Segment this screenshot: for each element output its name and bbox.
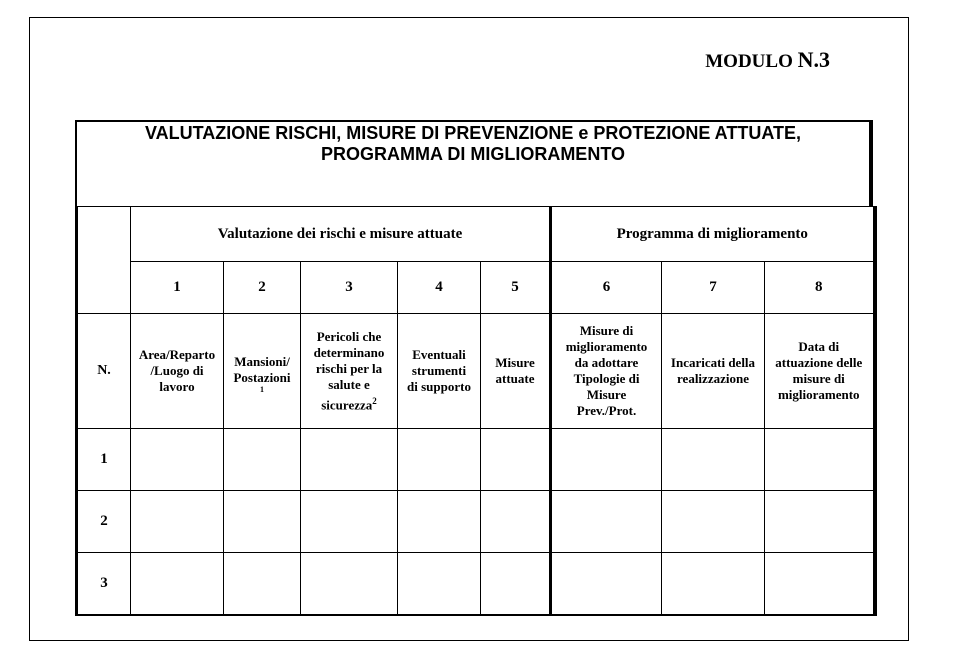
table-cell[interactable]: [481, 491, 551, 553]
footnote-1: 1: [260, 385, 264, 394]
table-cell[interactable]: [551, 429, 662, 491]
table-cell[interactable]: [398, 491, 481, 553]
col-number-2: 2: [224, 262, 301, 314]
form-title-line-2: PROGRAMMA DI MIGLIORAMENTO: [321, 144, 625, 164]
table-cell[interactable]: [765, 553, 875, 615]
row-number-1: 1: [77, 429, 131, 491]
row-number-3: 3: [77, 553, 131, 615]
risk-table: [75, 206, 877, 616]
module-label: MODULO N.3: [705, 47, 830, 72]
table-cell[interactable]: [131, 491, 224, 553]
corner-cell: [77, 207, 131, 314]
table-cell[interactable]: [662, 553, 765, 615]
col-number-4: 4: [398, 262, 481, 314]
n-header: N.: [77, 314, 131, 429]
table-cell[interactable]: [224, 553, 301, 615]
row-number-2: 2: [77, 491, 131, 553]
table-cell[interactable]: [398, 429, 481, 491]
table-cell[interactable]: [481, 553, 551, 615]
col-number-5: 5: [481, 262, 551, 314]
col-label-2: Mansioni/ Postazioni 1: [224, 314, 301, 429]
form-title-line-1: VALUTAZIONE RISCHI, MISURE DI PREVENZIONE e PROTEZIONE ATTUATE,: [144, 123, 802, 143]
col-number-7: 7: [662, 262, 765, 314]
table-cell[interactable]: [301, 491, 398, 553]
col-label-4: Eventuali strumenti di supporto: [398, 314, 481, 429]
table-cell[interactable]: [481, 429, 551, 491]
table-cell[interactable]: [662, 491, 765, 553]
table-cell[interactable]: [224, 491, 301, 553]
col-label-1: Area/Reparto /Luogo di lavoro: [131, 314, 224, 429]
col-number-6: 6: [551, 262, 662, 314]
footnote-2: 2: [372, 395, 377, 406]
form-title: [75, 120, 873, 206]
table-cell[interactable]: [551, 491, 662, 553]
table-cell[interactable]: [224, 429, 301, 491]
col-number-1: 1: [131, 262, 224, 314]
col-label-3: Pericoli che determinano rischi per la salute e sicurezza$^2$: [301, 314, 398, 429]
col-number-3: 3: [301, 262, 398, 314]
group-valutazione: Valutazione dei rischi e misure attuate: [131, 207, 551, 262]
table-cell[interactable]: [398, 553, 481, 615]
table-cell[interactable]: [551, 553, 662, 615]
table-cell[interactable]: [301, 553, 398, 615]
table-cell[interactable]: [131, 553, 224, 615]
table-cell[interactable]: [662, 429, 765, 491]
table-cell[interactable]: [131, 429, 224, 491]
col-label-7: Incaricati della realizzazione: [662, 314, 765, 429]
table-cell[interactable]: [301, 429, 398, 491]
table-cell[interactable]: [765, 491, 875, 553]
col-number-8: 8: [765, 262, 875, 314]
table-cell[interactable]: [765, 429, 875, 491]
group-programma: Programma di miglioramento: [551, 207, 875, 262]
col-label-6: Misure di miglioramento da adottare Tipologie di Misure Prev./Prot.: [551, 314, 662, 429]
col-label-5: Misure attuate: [481, 314, 551, 429]
col-label-8: Data di attuazione delle misure di miglioramento: [765, 314, 875, 429]
